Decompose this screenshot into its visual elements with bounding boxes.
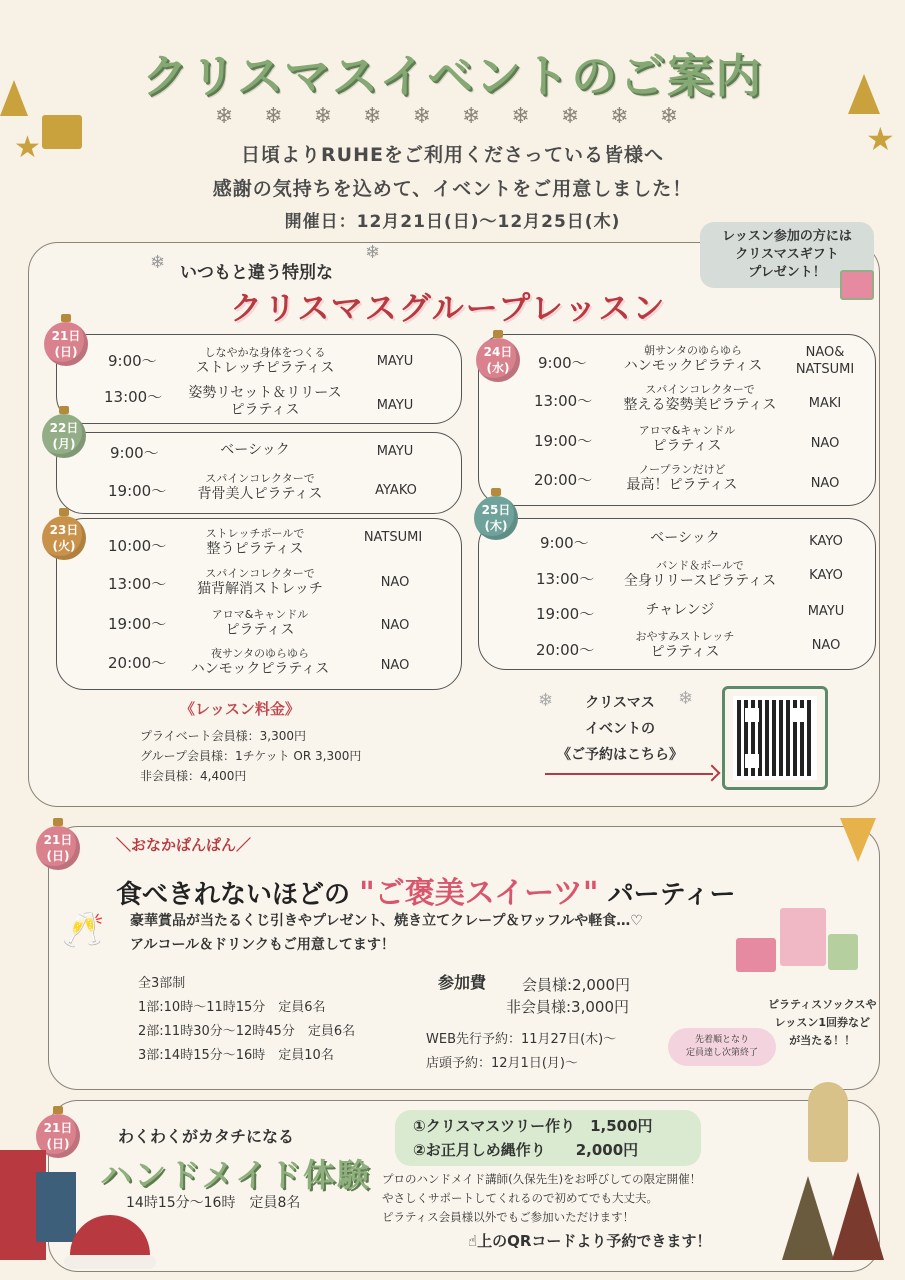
lesson-time: 20:00〜 (108, 654, 167, 672)
prize-line-3: が当たる！！ (789, 1034, 856, 1047)
lesson-instructor: MAKI (808, 396, 842, 411)
lesson-title: 朝サンタのゆらゆら ハンモックピラティス (623, 344, 763, 374)
fee-list (140, 726, 361, 786)
craft-title: ハンドメイド体験 (100, 1156, 372, 1194)
lesson-title: おやすみストレッチ ピラティス (635, 630, 735, 660)
sweets-title (116, 868, 736, 912)
sweets-title-post: パーティー (607, 880, 736, 910)
lesson-instructor: MAYU (807, 604, 845, 619)
sweets-desc-2: アルコール＆ドリンクもご用意してます！ (130, 937, 395, 953)
lesson-title: アロマ&キャンドル ピラティス (211, 608, 309, 638)
lesson-instructor: AYAKO (375, 483, 417, 498)
note-line-1: 先着順となり (694, 1035, 749, 1045)
lesson-title: バンド＆ボールで 全身リリースピラティス (623, 559, 777, 589)
sweets-fee-nonmember: 非会員様:3,000円 (506, 998, 629, 1016)
day-ornament-23: 23日 (火) (42, 516, 86, 560)
part-1: 1部:10時〜11時15分 定員6名 (138, 1000, 326, 1015)
sweets-fee-member: 会員様:2,000円 (522, 976, 630, 994)
star-ornament-left: ★ (14, 130, 41, 165)
lesson-instructor: MAYU (376, 398, 414, 413)
craft-options (395, 1110, 701, 1166)
lesson-title: ベーシック (220, 442, 290, 458)
snowflake-divider: ❄ ❄ ❄ ❄ ❄ ❄ ❄ ❄ ❄ ❄ (214, 104, 691, 129)
lesson-time: 9:00〜 (110, 444, 159, 462)
lesson-instructor: NAO (810, 476, 840, 491)
lesson-time: 20:00〜 (534, 471, 593, 489)
lesson-time: 9:00〜 (538, 354, 587, 372)
day-ornament-25: 25日 (木) (474, 496, 518, 540)
lesson-instructor: KAYO (809, 534, 843, 549)
lesson-title: チャレンジ (645, 602, 715, 618)
parts-schedule (138, 972, 355, 1068)
snowflake-icon: ❄ (538, 690, 554, 711)
lesson-title: ベーシック (650, 530, 720, 546)
snowflake-icon: ❄ (678, 688, 694, 709)
sweets-fee-label: 参加費 (438, 973, 487, 992)
lesson-instructor: NAO (380, 658, 410, 673)
prize-note (768, 996, 876, 1050)
lesson-instructor: MAYU (376, 354, 414, 369)
gift-bubble-line-1: レッスン参加の方には (722, 229, 852, 244)
present-pile-icon (36, 1172, 76, 1242)
lesson-instructor: NAO (811, 638, 841, 653)
lesson-time: 13:00〜 (534, 392, 593, 410)
lesson-time: 13:00〜 (108, 575, 167, 593)
qr-frame[interactable] (722, 686, 828, 790)
craft-option-1: ①クリスマスツリー作り 1,500円 (413, 1117, 653, 1135)
gift-bubble-line-2: クリスマスギフト (735, 247, 839, 262)
lesson-instructor: NAO& NATSUMI (795, 345, 855, 377)
intro-line-1: 日頃よりRUHEをご利用くださっている皆様へ (241, 144, 664, 166)
lesson-time: 19:00〜 (108, 482, 167, 500)
fee-group: グループ会員様：1チケット OR 3,300円 (140, 749, 362, 763)
craft-day-ornament: 21日 (日) (36, 1114, 80, 1158)
reserve-line-3: 《ご予約はこちら》 (557, 747, 683, 763)
lesson-title: しなやかな身体をつくる ストレッチピラティス (195, 346, 335, 376)
santa-hat-trim-icon (64, 1255, 156, 1269)
lesson-time: 20:00〜 (536, 641, 595, 659)
sweets-title-pre: 食べきれないほどの (116, 880, 351, 910)
craft-cta: ☝上のQRコードより予約できます！ (468, 1232, 712, 1250)
lesson-title: スパインコレクターで 整える姿勢美ピラティス (623, 383, 777, 413)
sweets-day-ornament: 21日 (日) (36, 826, 80, 870)
lesson-title: ストレッチポールで 整うピラティス (205, 527, 305, 557)
fee-nonmember: 非会員様：4,400円 (140, 769, 247, 783)
lesson-time: 10:00〜 (108, 537, 167, 555)
gift-icon (840, 270, 874, 300)
gift-icon (736, 938, 776, 972)
lesson-time: 13:00〜 (536, 570, 595, 588)
part-3: 3部:14時15分〜16時 定員10名 (138, 1048, 334, 1063)
lesson-instructor: MAYU (376, 444, 414, 459)
craft-desc-2: やさしくサポートしてくれるので初めてでも大丈夫。 (382, 1191, 658, 1205)
reserve-text (540, 690, 700, 768)
lesson-instructor: NATSUMI (363, 530, 423, 545)
lesson-title: アロマ&キャンドル ピラティス (638, 424, 736, 454)
lesson-instructor: KAYO (809, 568, 843, 583)
event-dates: 開催日：12月21日(日)〜12月25日(木) (284, 212, 621, 232)
champagne-icon: 🥂 (62, 910, 105, 950)
lesson-time: 9:00〜 (540, 534, 589, 552)
lesson-subtitle: いつもと違う特別な (180, 263, 333, 283)
lesson-time: 19:00〜 (534, 432, 593, 450)
parts-title: 全3部制 (138, 976, 186, 991)
day-ornament-21: 21日 (日) (44, 322, 88, 366)
lesson-time: 13:00〜 (104, 388, 163, 406)
craft-desc-3: ピラティス会員様以外でもご参加いただけます！ (382, 1210, 635, 1224)
reserve-line-2: イベントの (585, 721, 655, 737)
lesson-time: 19:00〜 (536, 605, 595, 623)
sweets-title-main: "ご褒美スイーツ" (359, 876, 599, 911)
sweets-desc-1: 豪華賞品が当たるくじ引きやプレゼント、焼き立てクレープ＆ワッフルや軽食…♡ (130, 913, 643, 929)
snowflake-icon: ❄ (150, 252, 166, 273)
reserve-line-1: クリスマス (585, 695, 655, 711)
snowflake-icon: ❄ (365, 242, 381, 263)
gift-icon (780, 908, 826, 966)
lesson-time: 19:00〜 (108, 615, 167, 633)
fee-private: プライベート会員様：3,300円 (140, 729, 306, 743)
day-ornament-22: 22日 (月) (42, 414, 86, 458)
star-ornament-right: ★ (866, 120, 895, 158)
lesson-title: 姿勢リセット＆リリース ピラティス (188, 385, 342, 418)
lesson-instructor: NAO (380, 618, 410, 633)
lesson-instructor: NAO (380, 575, 410, 590)
gift-icon (828, 934, 858, 970)
gift-bubble-line-3: プレゼント！ (748, 265, 826, 280)
craft-option-2: ②お正月しめ縄作り 2,000円 (413, 1141, 639, 1159)
sweets-tagline: ＼おなかぱんぱん／ (116, 836, 252, 854)
craft-subtitle: わくわくがカタチになる (118, 1127, 295, 1146)
craft-time: 14時15分〜16時 定員8名 (126, 1195, 301, 1211)
mini-tree-icon (832, 1172, 884, 1260)
page-title: クリスマスイベントのご案内 (141, 49, 764, 103)
lesson-title: 夜サンタのゆらゆら ハンモックピラティス (190, 647, 330, 677)
lesson-time: 9:00〜 (108, 352, 157, 370)
lesson-instructor: NAO (810, 436, 840, 451)
craft-desc-1: プロのハンドメイド講師(久保先生)をお呼びしての限定開催！ (382, 1172, 702, 1186)
mini-tree-icon (782, 1176, 834, 1260)
fee-title: 《レッスン料金》 (180, 700, 300, 718)
arrow-icon (545, 773, 713, 775)
part-2: 2部:11時30分〜12時45分 定員6名 (138, 1024, 356, 1039)
intro-line-2: 感謝の気持ちを込めて、イベントをご用意しました！ (212, 178, 693, 200)
prize-line-2: レッスン1回券など (774, 1016, 870, 1029)
day-ornament-24: 24日 (水) (476, 338, 520, 382)
prize-line-1: ピラティスソックスや (768, 998, 877, 1011)
lesson-title: クリスマスグループレッスン (230, 289, 667, 327)
web-reservation: WEB先行予約：11月27日(木)〜 (426, 1032, 617, 1047)
shimenawa-icon (808, 1082, 848, 1162)
first-come-note (668, 1028, 776, 1066)
lesson-title: スパインコレクターで 猫背解消ストレッチ (197, 567, 323, 597)
crepe-icon (840, 818, 876, 862)
store-reservation: 店頭予約：12月1日(月)〜 (426, 1056, 578, 1071)
lesson-title: スパインコレクターで 背骨美人ピラティス (197, 472, 323, 502)
note-line-2: 定員達し次第終了 (685, 1048, 758, 1058)
qr-code[interactable] (733, 696, 817, 780)
lesson-title: ノープランだけど 最高！ピラティス (626, 463, 738, 493)
craft-desc (382, 1170, 701, 1227)
